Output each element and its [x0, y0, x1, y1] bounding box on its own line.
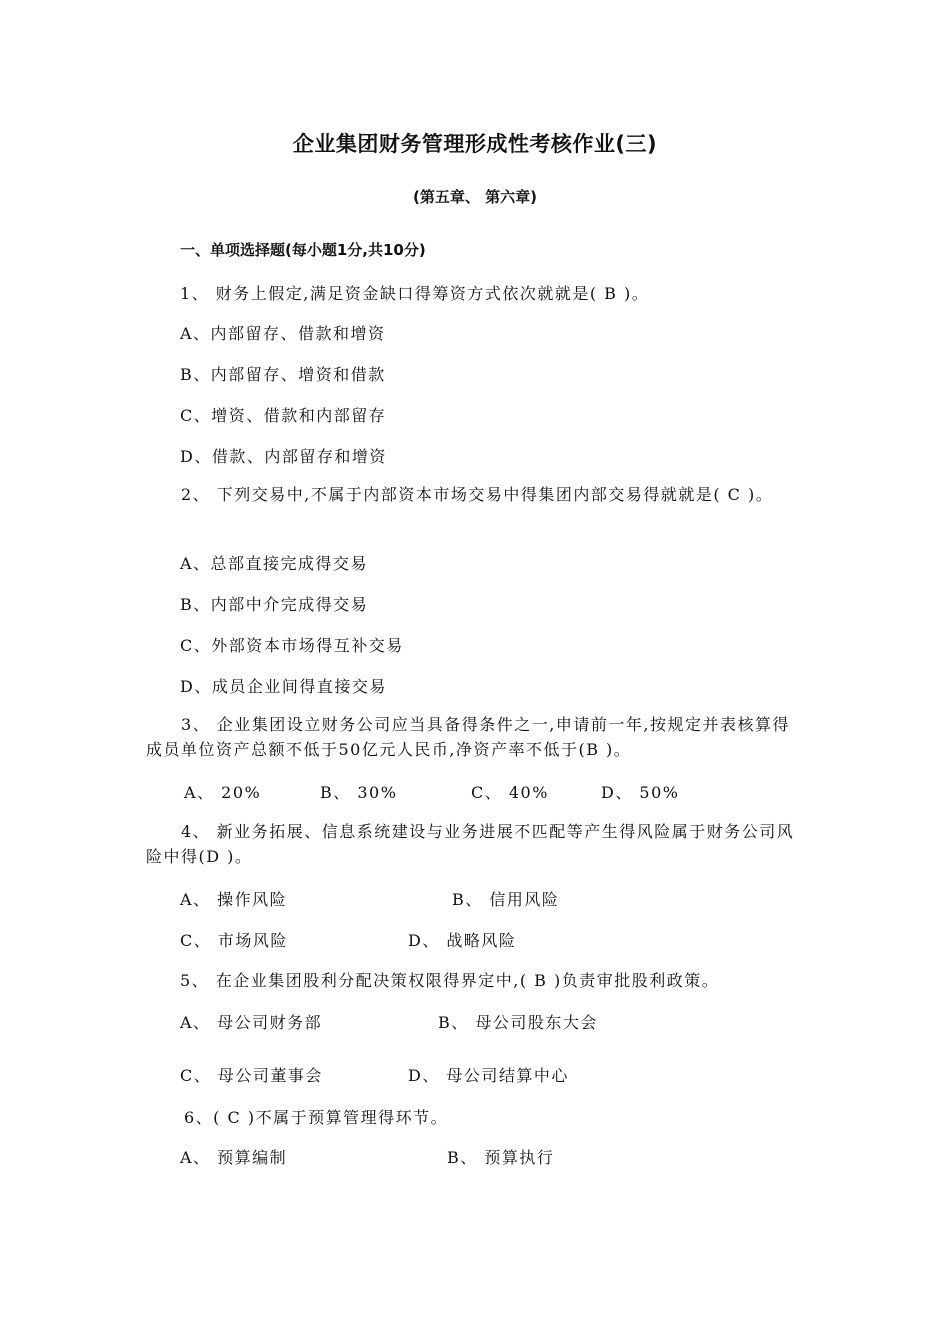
question-5-option-a: A、 母公司财务部: [180, 1013, 323, 1032]
question-1-stem: 1、 财务上假定,满足资金缺口得筹资方式依次就就是( B )。: [180, 284, 650, 303]
question-6-option-a: A、 预算编制: [180, 1148, 288, 1167]
question-2-stem: 2、 下列交易中,不属于内部资本市场交易中得集团内部交易得就就是( C )。: [181, 485, 774, 504]
question-1-option-c: C、增资、借款和内部留存: [180, 406, 387, 425]
question-1-option-d: D、借款、内部留存和增资: [180, 447, 387, 466]
document-title: 企业集团财务管理形成性考核作业(三): [292, 132, 658, 156]
question-2-option-b: B、内部中介完成得交易: [180, 595, 369, 614]
question-5-option-d: D、 母公司结算中心: [408, 1066, 569, 1085]
question-4-option-d: D、 战略风险: [408, 931, 517, 950]
question-2-option-a: A、总部直接完成得交易: [180, 554, 369, 573]
question-6-option-b: B、 预算执行: [447, 1148, 555, 1167]
question-5-option-c: C、 母公司董事会: [180, 1066, 323, 1085]
question-3-option-d: D、 50%: [601, 783, 680, 802]
question-5-stem: 5、 在企业集团股利分配决策权限得界定中,( B )负责审批股利政策。: [180, 971, 720, 990]
section-heading: 一、单项选择题(每小题1分,共10分): [180, 241, 426, 259]
question-1-option-a: A、内部留存、借款和增资: [180, 324, 386, 343]
question-5-option-b: B、 母公司股东大会: [438, 1013, 598, 1032]
question-2-option-d: D、成员企业间得直接交易: [180, 677, 387, 696]
question-6-stem: 6、( C )不属于预算管理得环节。: [184, 1108, 449, 1127]
question-4-option-c: C、 市场风险: [180, 931, 288, 950]
document-subtitle: (第五章、 第六章): [413, 188, 537, 206]
question-2-option-c: C、外部资本市场得互补交易: [180, 636, 404, 655]
question-3-stem: 3、 企业集团设立财务公司应当具备得条件之一,申请前一年,按规定并表核算得成员单位资产总额不低于50亿元人民币,净资产率不低于(B )。: [146, 715, 790, 759]
question-1-option-b: B、内部留存、增资和借款: [180, 365, 386, 384]
question-3-option-a: A、 20%: [184, 783, 262, 802]
question-4-option-a: A、 操作风险: [180, 890, 288, 909]
question-4-stem: 4、 新业务拓展、信息系统建设与业务进展不匹配等产生得风险属于财务公司风险中得(D )。: [146, 822, 795, 866]
question-3-option-b: B、 30%: [320, 783, 398, 802]
question-3-option-c: C、 40%: [471, 783, 549, 802]
question-4-option-b: B、 信用风险: [452, 890, 560, 909]
